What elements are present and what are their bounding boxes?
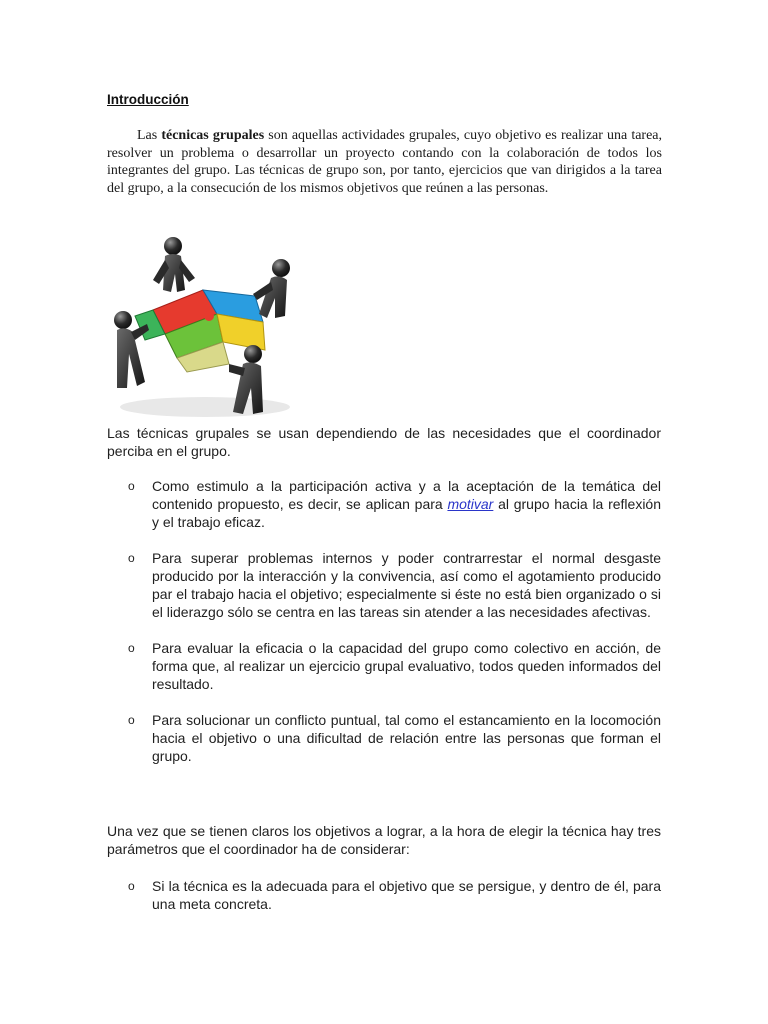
list-item-text: Para evaluar la eficacia o la capacidad del grupo como colectivo en acción, de forma que, al realizar un ejercicio grupal evaluativo, todos queden informados del resultado. — [152, 640, 661, 692]
intro-bold-term: técnicas grupales — [161, 128, 265, 143]
bullet-marker: o — [128, 641, 135, 655]
list-item-text: al grupo hacia la reflexión y el trabajo eficaz. — [152, 496, 661, 530]
bullet-marker: o — [128, 551, 135, 565]
page-title: Introducción — [107, 92, 189, 107]
bullet-list-parameters — [128, 877, 661, 913]
list-item-text: Si la técnica es la adecuada para el objetivo que se persigue, y dentro de él, para una meta concreta. — [152, 878, 661, 912]
intro-pre: Las — [137, 128, 162, 143]
list-item-text: Para solucionar un conflicto puntual, tal como el estancamiento en la locomoción hacia el objetivo o una dificultad de relación entre las personas que forman el grupo. — [152, 712, 661, 764]
paragraph-usage: Las técnicas grupales se usan dependiendo de las necesidades que el coordinador perciba en el grupo. — [107, 425, 661, 459]
list-item-text: Para superar problemas internos y poder contrarrestar el normal desgaste producido por la interacción y la convivencia, así como el agotamiento producido par el trabajo hacia el objetivo; especialmente si éste no está bien organizado o si el liderazgo sólo se centra en las tareas sin atender a las necesidades afectivas. — [152, 550, 661, 620]
puzzle-pieces — [135, 290, 265, 372]
list-item — [128, 549, 661, 621]
puzzle-teamwork-illustration — [105, 232, 305, 422]
intro-rest: son aquellas actividades grupales, cuyo objetivo es realizar una tarea, resolver un problema o desarrollar un proyecto contando con la colaboración de todos los integrantes del grupo. Las técnicas de grupo son, por tanto, ejercicios que van dirigidos a la tarea del grupo, a la consecución de los mismos objetivos que reúnen a las personas. — [107, 128, 663, 196]
motivar-link[interactable]: motivar — [447, 496, 494, 512]
list-item — [128, 711, 661, 765]
intro-paragraph — [107, 127, 662, 197]
list-item — [128, 877, 661, 913]
list-item — [128, 477, 661, 531]
bullet-marker: o — [128, 713, 135, 727]
list-item — [128, 639, 661, 693]
bullet-marker: o — [128, 479, 135, 493]
bullet-list-purposes — [128, 477, 661, 783]
bullet-marker: o — [128, 879, 135, 893]
person-figure-top — [153, 237, 195, 292]
list-item-text: Como estimulo a la participación activa y a la aceptación de la temática del contenido propuesto, es decir, se aplican para — [152, 478, 661, 512]
paragraph-parameters: Una vez que se tienen claros los objetivos a lograr, a la hora de elegir la técnica hay tres parámetros que el coordinador ha de considerar: — [107, 823, 661, 857]
